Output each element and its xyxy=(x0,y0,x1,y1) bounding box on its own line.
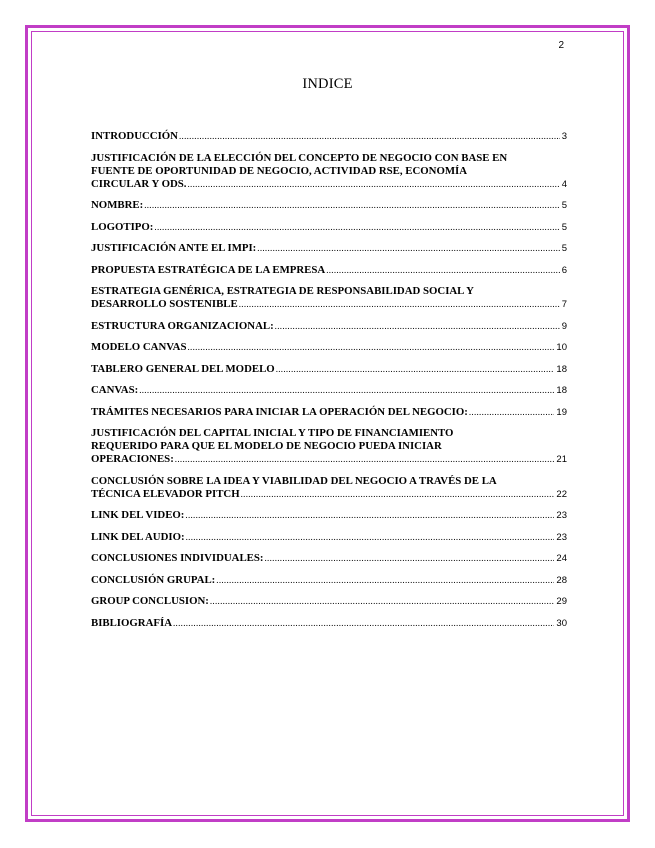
toc-entry-page: 28 xyxy=(556,574,567,586)
dot-leader xyxy=(175,453,555,466)
toc-entry-page: 18 xyxy=(556,363,567,375)
dot-leader xyxy=(257,242,559,255)
dot-leader xyxy=(185,509,554,522)
toc-entry-page: 9 xyxy=(561,320,567,332)
toc-entry-page: 3 xyxy=(561,131,567,142)
dot-leader xyxy=(241,488,555,501)
toc-entry-page: 5 xyxy=(561,200,567,211)
toc-entry-text: LINK DEL VIDEO: xyxy=(91,509,185,521)
toc-entry-text: OPERACIONES: xyxy=(91,453,174,465)
toc-entry[interactable] xyxy=(91,384,567,397)
dot-leader xyxy=(187,178,559,191)
toc-entry-text: JUSTIFICACIÓN DEL CAPITAL INICIAL Y TIPO DE FINANCIAMIENTO xyxy=(91,427,454,439)
toc-entry-text: FUENTE DE OPORTUNIDAD DE NEGOCIO, ACTIVIDAD RSE, ECONOMÍA xyxy=(91,164,468,177)
toc-entry-text: BIBLIOGRAFÍA xyxy=(91,616,172,629)
toc-entry-text: CONCLUSIÓN SOBRE LA IDEA Y VIABILIDAD DEL NEGOCIO A TRAVÉS DE LA xyxy=(91,474,497,487)
toc-entry-text: REQUERIDO PARA QUE EL MODELO DE NEGOCIO PUEDA INICIAR xyxy=(91,440,442,452)
toc-entry-text: MODELO CANVAS xyxy=(91,341,187,353)
toc-entry[interactable] xyxy=(91,363,567,376)
toc-entry-text: TRÁMITES NECESARIOS PARA INICIAR LA OPERACIÓN DEL NEGOCIO: xyxy=(91,405,468,418)
toc-entry-page: 23 xyxy=(556,510,567,521)
toc-entry-page: 6 xyxy=(561,264,567,276)
toc-entry-text: JUSTIFICACIÓN ANTE EL IMPI: xyxy=(91,242,257,254)
toc-entry-text: CIRCULAR Y ODS. xyxy=(91,177,187,190)
dot-leader xyxy=(326,264,560,277)
toc-entry[interactable] xyxy=(91,130,567,143)
toc-entry-text: TÉCNICA ELEVADOR PITCH xyxy=(91,487,240,500)
toc-entry-page: 18 xyxy=(556,385,567,396)
dot-leader xyxy=(139,384,554,397)
toc-entry-page: 23 xyxy=(556,531,567,543)
dot-leader xyxy=(144,199,560,212)
dot-leader xyxy=(186,531,555,544)
toc-entry[interactable] xyxy=(91,264,567,277)
dot-leader xyxy=(210,595,555,608)
dot-leader xyxy=(216,574,554,587)
toc-entry-page: 5 xyxy=(561,221,567,233)
toc-entry-page: 30 xyxy=(556,617,567,629)
toc-entry-text: CONCLUSIÓN GRUPAL: xyxy=(91,573,216,586)
toc-entry-text: GROUP CONCLUSION: xyxy=(91,595,209,607)
dot-leader xyxy=(179,130,560,143)
dot-leader xyxy=(265,552,555,565)
dot-leader xyxy=(239,298,560,311)
page-number: 2 xyxy=(558,40,564,51)
dot-leader xyxy=(173,617,554,630)
toc-title: INDICE xyxy=(302,76,353,92)
toc-entry-text: CANVAS: xyxy=(91,384,139,396)
dot-leader xyxy=(275,320,560,333)
dot-leader xyxy=(469,406,555,419)
toc-entry[interactable] xyxy=(91,509,567,522)
toc-entry[interactable] xyxy=(91,320,567,333)
toc-entry-page: 29 xyxy=(556,596,567,607)
toc-entry[interactable] xyxy=(91,242,567,255)
toc-entry[interactable] xyxy=(91,152,567,191)
toc-entry-text: DESARROLLO SOSTENIBLE xyxy=(91,298,238,310)
toc-entry-page: 19 xyxy=(556,406,567,418)
toc-entry-text: JUSTIFICACIÓN DE LA ELECCIÓN DEL CONCEPTO DE NEGOCIO CON BASE EN xyxy=(91,151,508,164)
toc-entry[interactable] xyxy=(91,406,567,419)
toc-entry-page: 22 xyxy=(556,488,567,500)
toc-entry-text: ESTRATEGIA GENÉRICA, ESTRATEGIA DE RESPONSABILIDAD SOCIAL Y xyxy=(91,285,474,297)
toc-entry[interactable] xyxy=(91,199,567,212)
toc-entry-text: CONCLUSIONES INDIVIDUALES: xyxy=(91,552,264,564)
toc-entry-page: 10 xyxy=(556,342,567,353)
dot-leader xyxy=(276,363,555,376)
toc-entry[interactable] xyxy=(91,341,567,354)
dot-leader xyxy=(154,221,559,234)
toc-entry[interactable] xyxy=(91,595,567,608)
toc-entry-text: PROPUESTA ESTRATÉGICA DE LA EMPRESA xyxy=(91,263,326,276)
toc-entry-page: 21 xyxy=(556,454,567,465)
toc-entry-page: 24 xyxy=(556,553,567,564)
toc-entry[interactable] xyxy=(91,221,567,234)
toc-entry-page: 5 xyxy=(561,243,567,254)
toc-entry[interactable] xyxy=(91,617,567,630)
toc-entry[interactable] xyxy=(91,475,567,501)
toc-entry[interactable] xyxy=(91,427,567,466)
toc-entry-text: LOGOTIPO: xyxy=(91,220,154,233)
toc-entry-text: NOMBRE: xyxy=(91,199,144,211)
table-of-contents xyxy=(91,130,567,638)
toc-entry-text: ESTRUCTURA ORGANIZACIONAL: xyxy=(91,319,274,332)
toc-entry[interactable] xyxy=(91,552,567,565)
toc-entry-page: 7 xyxy=(561,299,567,310)
toc-entry[interactable] xyxy=(91,574,567,587)
dot-leader xyxy=(188,341,555,354)
toc-entry[interactable] xyxy=(91,285,567,311)
toc-entry[interactable] xyxy=(91,531,567,544)
toc-entry-text: TABLERO GENERAL DEL MODELO xyxy=(91,362,275,375)
toc-entry-page: 4 xyxy=(561,178,567,190)
toc-entry-text: INTRODUCCIÓN xyxy=(91,130,178,142)
toc-entry-text: LINK DEL AUDIO: xyxy=(91,530,185,543)
